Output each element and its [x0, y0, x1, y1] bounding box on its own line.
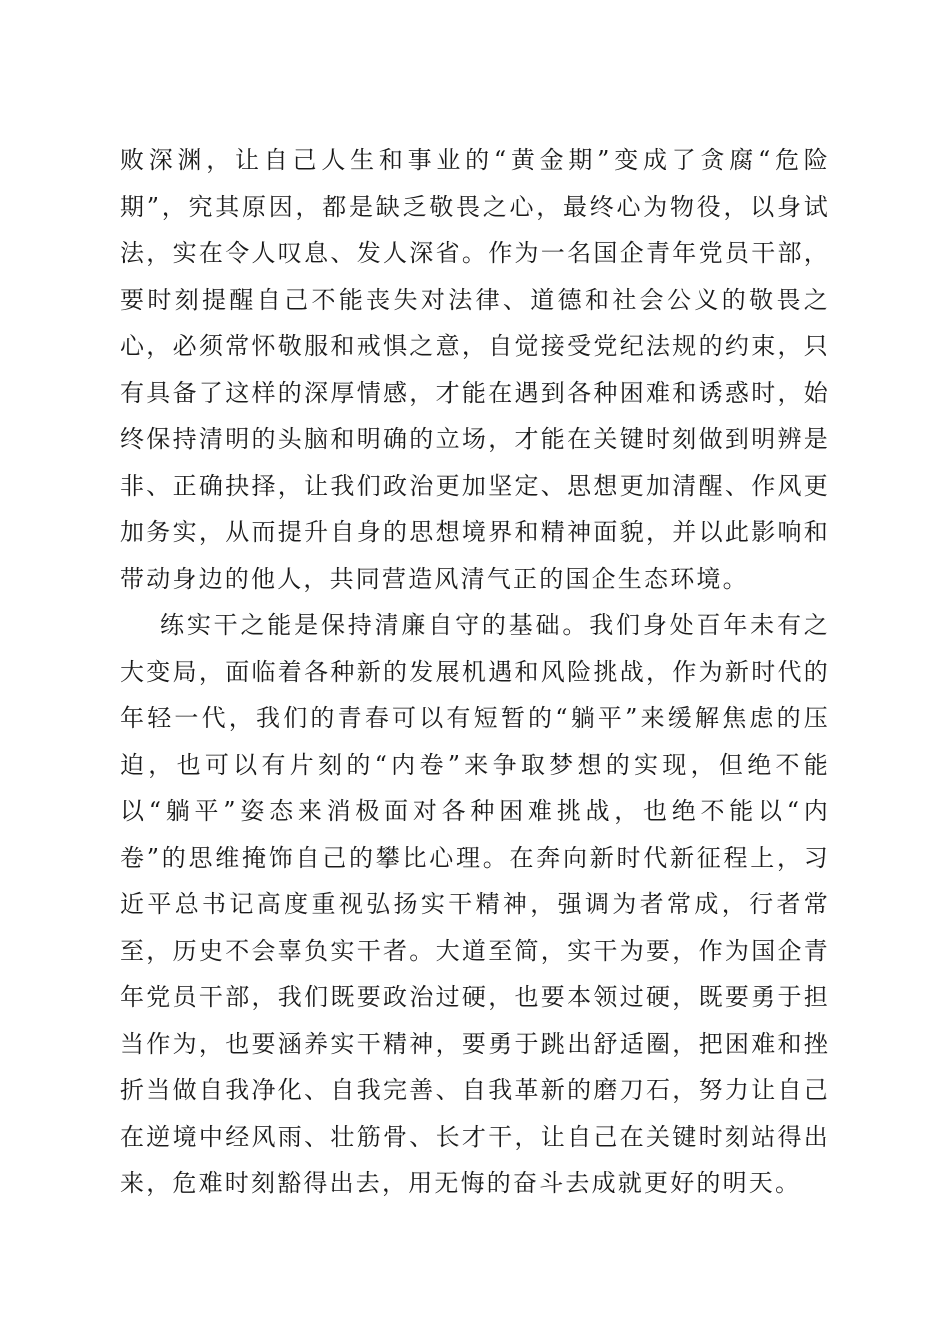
- paragraph-continued: 败深渊，让自己人生和事业的“黄金期”变成了贪腐“危险期”，究其原因，都是缺乏敬畏之心，最终心为物役，以身试法，实在令人叹息、发人深省。作为一名国企青年党员干部，要时刻提醒自己不能丧失对法律、道德和社会公义的敬畏之心，必须常怀敬服和戒惧之意，自觉接受党纪法规的约束，只有具备了这样的深厚情感，才能在遇到各种困难和诱惑时，始终保持清明的头脑和明确的立场，才能在关键时刻做到明辨是非、正确抉择，让我们政治更加坚定、思想更加清醒、作风更加务实，从而提升自身的思想境界和精神面貌，并以此影响和带动身边的他人，共同营造风清气正的国企生态环境。: [120, 146, 830, 593]
- body-text: [120, 137, 830, 1207]
- paragraph-practical-ability: 练实干之能是保持清廉自守的基础。我们身处百年未有之大变局，面临着各种新的发展机遇和风险挑战，作为新时代的年轻一代，我们的青春可以有短暂的“躺平”来缓解焦虑的压迫，也可以有片刻的“内卷”来争取梦想的实现，但绝不能以“躺平”姿态来消极面对各种困难挑战，也绝不能以“内卷”的思维掩饰自己的攀比心理。在奔向新时代新征程上，习近平总书记高度重视弘扬实干精神，强调为者常成，行者常至，历史不会辜负实干者。大道至简，实干为要，作为国企青年党员干部，我们既要政治过硬，也要本领过硬，既要勇于担当作为，也要涵养实干精神，要勇于跳出舒适圈，把困难和挫折当做自我净化、自我完善、自我革新的磨刀石，努力让自己在逆境中经风雨、壮筋骨、长才干，让自己在关键时刻站得出来，危难时刻豁得出去，用无悔的奋斗去成就更好的明天。: [120, 611, 830, 1197]
